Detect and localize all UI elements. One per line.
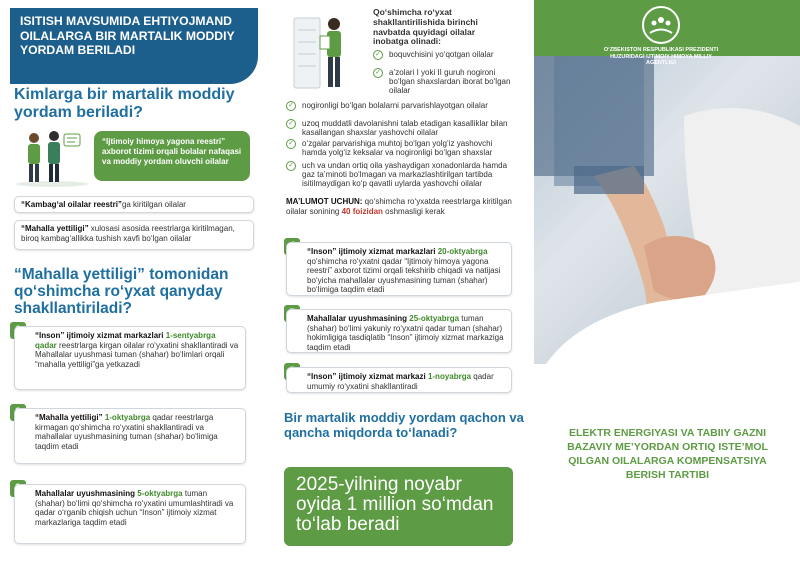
step-actor: “Inson” ijtimoiy xizmat markazlari <box>35 331 164 340</box>
payment-amount-card: 2025-yilning noyabr oyida 1 million so‘mdan to‘lab beradi <box>284 467 513 546</box>
check-icon: ✓ <box>286 119 296 129</box>
step-card-4 <box>286 242 512 296</box>
step-deadline: 20-oktyabrga <box>437 247 488 256</box>
pill1-text: ga kiritilgan oilalar <box>121 200 186 209</box>
priority-item-text: uch va undan ortiq oila yashaydigan xonadonlarda hamda gaz ta’minoti bo‘lmagan va markazlashtirilgan tartibda isitilmaydigan ko‘p qavatli uylarda yashovchi oilalar <box>302 161 508 188</box>
priority-families-title: Qo‘shimcha ro‘yxat shakllantirilishida birinchi navbatda quyidagi oilalar inobatga olinadi: <box>373 7 478 47</box>
info-note-label: MA’LUMOT UCHUN: <box>286 197 363 206</box>
heading-how-list-formed: “Mahalla yettiligi” tomonidan qo‘shimcha ro‘yxat qanyday shakllantiriladi? <box>14 266 229 317</box>
agency-name: O‘ZBEKISTON RESPUBLIKASI PREZIDENTI HUZURIDAGI IJTIMOIY HIMOYA MILLIY AGENTLIGI <box>603 47 719 66</box>
step-actor: “Inson” ijtimoiy xizmat markazi <box>307 372 426 381</box>
step-deadline: 1-noyabrga <box>427 372 472 381</box>
step-card-6 <box>286 367 512 393</box>
priority-item-text: o‘zgalar parvarishiga muhtoj bo‘lgan yolg‘iz yashovchi hamda yolg‘iz keksalar va nogironligi bo‘lgan shaxslar <box>302 139 493 157</box>
step-text: qadar reestrlarga kirmagan qo‘shimcha ro‘yxatini shakllantiradi va mahallalar uyushmasining tuman (shahar) bo‘limiga taqdim etadi <box>35 413 218 451</box>
step-actor: “Inson” ijtimoiy xizmat markazlari <box>307 247 436 256</box>
step-deadline: 25-oktyabrga <box>409 314 460 323</box>
title-banner: ISITISH MAVSUMIDA EHTIYOJMAND OILALARGA BIR MARTALIK MODDIY YORDAM BERILADI <box>10 8 258 84</box>
priority-item-text: uzoq muddatli davolanishni talab etadigan kasalliklar bilan kasallangan shaxslar yashovchi oilalar <box>302 119 508 137</box>
pill2-text: xulosasi asosida reestrlarga kiritilmagan, biroq kambag‘allikka tushish xavfi bo‘lgan oilalar <box>21 224 235 243</box>
step-deadline: 1-sentyabrga qadar <box>35 331 216 350</box>
priority-item <box>373 68 513 95</box>
step-actor: Mahallalar uyushmasining <box>307 314 408 323</box>
info-note-text: qo‘shimcha ro‘yxatda reestrlarga kiritilgan oilalar sonining <box>286 197 512 216</box>
heading-who-eligible: Kimlarga bir martalik moddiy yordam beriladi? <box>14 86 235 121</box>
pill1-bold: “Kambag‘al oilalar reestri” <box>21 200 122 209</box>
step-text: reestrlarga kirgan oilalar ro‘yxatini shakllantiradi va Mahallalar uyushmasi tuman (shahar) bo‘limlari orqali “mahalla yettiligi”ga yetkazadi <box>35 340 239 369</box>
info-note-tail: oshmasligi kerak <box>382 206 445 216</box>
brochure-footer-title: ELEKTR ENERGIYASI VA TABIIY GAZNI BAZAVIY ME’YORDAN ORTIQ ISTE’MOL QILGAN OILALARGA KOMPENSATSIYA BERISH TARTIBI <box>567 427 768 481</box>
registry-info-box: “Ijtimoiy himoya yagona reestri” axborot tizimi orqali bolalar nafaqasi va moddiy yordam oluvchi oilalar <box>94 131 250 181</box>
step-text: qadar umumiy ro‘yxatini shakllantiradi <box>307 372 494 391</box>
step-card-5 <box>286 309 512 353</box>
worker-illustration <box>290 10 366 94</box>
step-deadline: 1-oktyabrga <box>104 413 151 422</box>
poor-families-registry-pill <box>14 196 254 213</box>
priority-item <box>373 50 513 59</box>
step-card-2 <box>14 408 246 464</box>
check-icon: ✓ <box>373 50 383 60</box>
step-actor: “Mahalla yettiligi” <box>35 413 103 422</box>
step-text: tuman (shahar) bo‘limi yakuniy ro‘yxatni qadar tuman (shahar) hokimligiga tasdiqlatib “Inson” ijtimoiy xizmat markaziga taqdim etadi <box>307 314 504 352</box>
priority-item <box>286 139 514 157</box>
heading-when-paid: Bir martalik moddiy yordam qachon va qancha miqdorda to‘lanadi? <box>284 410 524 440</box>
step-text: qo‘shimcha ro‘yxatni qadar “Ijtimoiy himoya yagona reestri” axborot tizimi orqali tekshirib chiqadi va natijasi bo‘yicha mahallalar uyushmasining tuman (shahar) bo‘limiga taqdim etadi <box>307 256 501 294</box>
priority-item <box>286 119 514 137</box>
mahalla-conclusion-pill <box>14 220 254 250</box>
info-note-percent: 40 foizidan <box>341 206 383 216</box>
step-card-1 <box>14 326 246 390</box>
check-icon: ✓ <box>286 101 296 111</box>
priority-item-text: nogironligi bo‘lgan bolalarni parvarishlayotgan oilalar <box>302 101 488 110</box>
pill2-bold: “Mahalla yettiligi” <box>21 224 89 233</box>
step-card-3 <box>14 484 246 544</box>
priority-item <box>286 161 514 188</box>
step-deadline: 5-oktyabrga <box>137 489 183 498</box>
priority-item <box>286 101 514 110</box>
info-note <box>286 197 516 216</box>
check-icon: ✓ <box>373 68 383 78</box>
priority-item-text: a’zolari I yoki II guruh nogironi bo‘lgan shaxslardan iborat bo‘lgan oilalar <box>389 68 511 95</box>
check-icon: ✓ <box>286 161 296 171</box>
check-icon: ✓ <box>286 139 296 149</box>
agency-logo-icon <box>642 6 680 44</box>
step-actor: Mahallalar uyushmasining <box>35 489 136 498</box>
step-text: tuman (shahar) bo‘limi qo‘shimcha ro‘yxatini umumlashtiradi va qadar o‘rganib chiqish uchun “Inson” ijtimoiy xizmat markazlariga taqdim etadi <box>35 489 234 527</box>
people-illustration <box>12 126 92 188</box>
priority-item-text: boquvchisini yo‘qotgan oilalar <box>389 50 494 59</box>
